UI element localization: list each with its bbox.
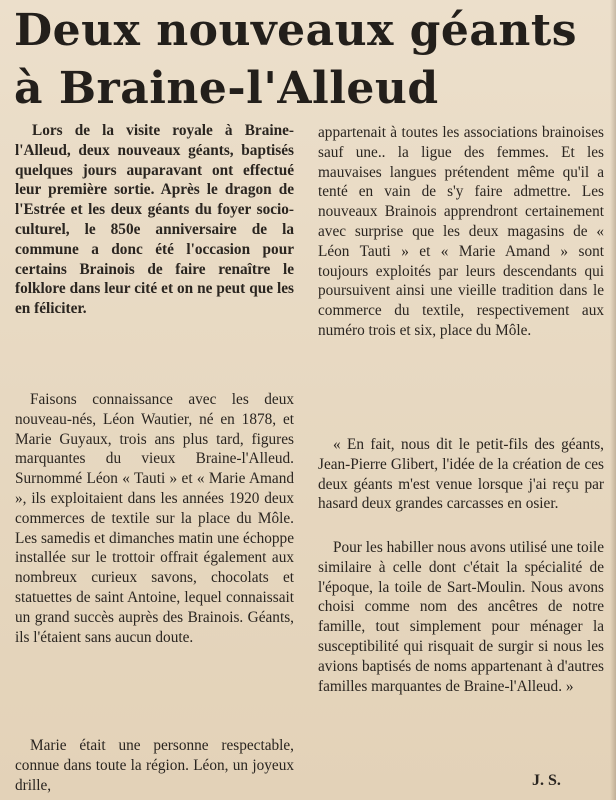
article-paragraph-left-2 [15,390,294,647]
paragraph-text: appartenait à toutes les associations brainoises sauf une.. la ligue des femmes. Et les mauvaises langues prétendent même qu'il a tenté en vain de s'y faire admettre. Les nouveaux Brainois apprendront certainement avec surprise que les deux magasins de « Léon Tauti » et « Marie Amand » sont toujours exploités par leurs descendants qui poursuivent ainsi une vieille tradition dans le commerce du textile, respectivement aux numéro trois et six, place du Môle. [318,124,604,339]
article-paragraph-right-3 [318,538,604,696]
article-lead-paragraph [15,121,294,319]
article-paragraph-right-2 [318,435,604,514]
page-edge-shadow [610,0,616,800]
article-headline: Deux nouveaux géants à Braine-l'Alleud [14,5,577,114]
lead-text: Lors de la visite royale à Braine-l'Alleud, deux nouveaux géants, baptisés quelques jours auparavant ont effectué leur première sortie. Après le dragon de l'Estrée et les deux géants du foyer socio-culturel, le 850e anniversaire de la commune a donc été l'occasion pour certains Brainois de faire renaître le folklore dans leur cité et on ne peut que les en féliciter. [15,122,294,318]
paragraph-text: Marie était une personne respectable, connue dans toute la région. Léon, un joyeux drille, [15,737,294,794]
paragraph-text: Faisons connaissance avec les deux nouveau-nés, Léon Wautier, né en 1878, et Marie Guyaux, trois ans plus tard, figures marquantes du vieux Braine-l'Alleud. Surnommé Léon « Tauti » et « Marie Amand », ils exploitaient dans les années 1920 deux commerces de textile sur la place du Môle. Les samedis et dimanches matin une échoppe installée sur le trottoir offrait également aux nombreux curieux savons, chocolats et statuettes de saint Antoine, lequel connaissait un grand succès auprès des Brainois. Géants, ils l'étaient sans aucun doute. [15,391,294,646]
paragraph-text: « En fait, nous dit le petit-fils des géants, Jean-Pierre Glibert, l'idée de la création de ces deux géants m'est venue lorsque j'ai reçu par hasard deux grandes carcasses en osier. [318,436,604,513]
article-paragraph-right-1 [318,123,604,341]
author-signature: J. S. [532,772,561,789]
article-paragraph-left-3 [15,736,294,795]
paragraph-text: Pour les habiller nous avons utilisé une toile similaire à celle dont c'était la spécialité de l'époque, la toile de Sart-Moulin. Nous avons choisi comme nom des ancêtres de notre famille, tout simplement pour ménager la susceptibilité qui risquait de surgir si nous les avions baptisés de noms appartenant à d'autres familles marquantes de Braine-l'Alleud. » [318,539,604,695]
